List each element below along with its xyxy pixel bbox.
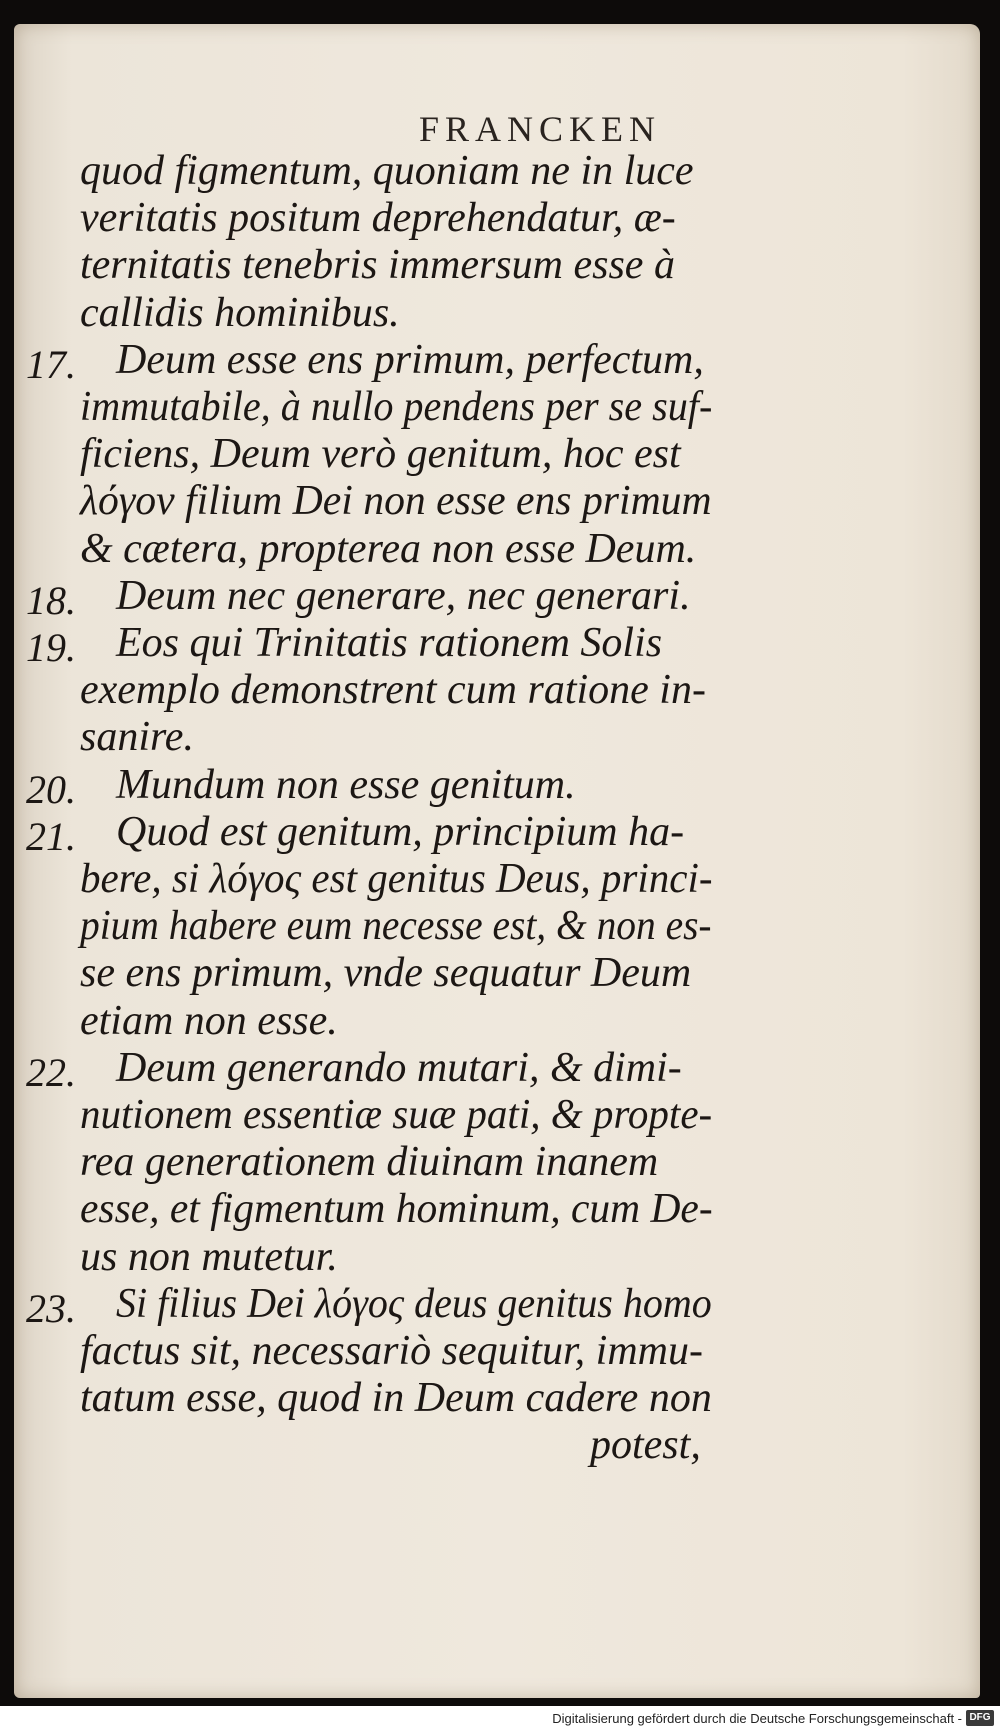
dfg-logo: DFG bbox=[966, 1710, 994, 1726]
text-line: veritatis positum deprehendatur, æ- bbox=[80, 195, 676, 242]
article-number: 23. bbox=[26, 1285, 76, 1331]
text-line: etiam non esse. bbox=[80, 997, 338, 1044]
article-number: 18. bbox=[26, 577, 76, 623]
text-line: pium habere eum necesse est, & non es- bbox=[80, 903, 712, 950]
text-line: potest, bbox=[590, 1422, 701, 1469]
article-number: 19. bbox=[26, 625, 76, 670]
text-line: sanire. bbox=[80, 714, 194, 761]
text-line: Deum nec generare, nec generari. bbox=[116, 572, 691, 619]
text-line: bere, si λόγος est genitus Deus, princi- bbox=[80, 856, 713, 902]
text-line: immutabile, à nullo pendens per se suf- bbox=[80, 384, 713, 430]
text-line: rea generationem diuinam inanem bbox=[80, 1139, 659, 1186]
text-line: callidis hominibus. bbox=[80, 289, 400, 336]
text-line: Deum generando mutari, & dimi- bbox=[116, 1044, 682, 1091]
text-line: factus sit, necessariò sequitur, immu- bbox=[80, 1328, 703, 1374]
text-line: & cætera, propterea non esse Deum. bbox=[80, 525, 697, 572]
text-line: ficiens, Deum verò genitum, hoc est bbox=[80, 431, 681, 478]
text-line: Quod est genitum, principium ha- bbox=[116, 808, 685, 855]
text-line: quod figmentum, quoniam ne in luce bbox=[80, 148, 694, 194]
text-line: esse, et figmentum hominum, cum De- bbox=[80, 1186, 713, 1233]
article-number: 17. bbox=[26, 341, 76, 387]
article-number: 21. bbox=[26, 813, 76, 859]
text-line: Si filius Dei λόγος deus genitus homo bbox=[116, 1280, 712, 1327]
text-line: se ens primum, vnde sequatur Deum bbox=[80, 950, 692, 997]
text-line: Eos qui Trinitatis rationem Solis bbox=[116, 620, 663, 666]
text-line: λόγον filium Dei non esse ens primum bbox=[80, 478, 712, 525]
text-line: nutionem essentiæ suæ pati, & propte- bbox=[80, 1092, 713, 1138]
footer-credit: Digitalisierung gefördert durch die Deutsche Forschungsgemeinschaft - bbox=[552, 1711, 962, 1726]
text-line: us non mutetur. bbox=[80, 1233, 338, 1280]
text-line: ternitatis tenebris immersum esse à bbox=[80, 242, 675, 289]
article-number: 22. bbox=[26, 1049, 76, 1095]
running-head: FRANCKEN bbox=[418, 109, 662, 149]
text-line: Deum esse ens primum, perfectum, bbox=[116, 336, 704, 383]
text-line: Mundum non esse genitum. bbox=[116, 761, 576, 808]
text-line: tatum esse, quod in Deum cadere non bbox=[80, 1375, 712, 1422]
article-number: 20. bbox=[26, 766, 76, 812]
text-line: exemplo demonstrent cum ratione in- bbox=[80, 667, 706, 714]
